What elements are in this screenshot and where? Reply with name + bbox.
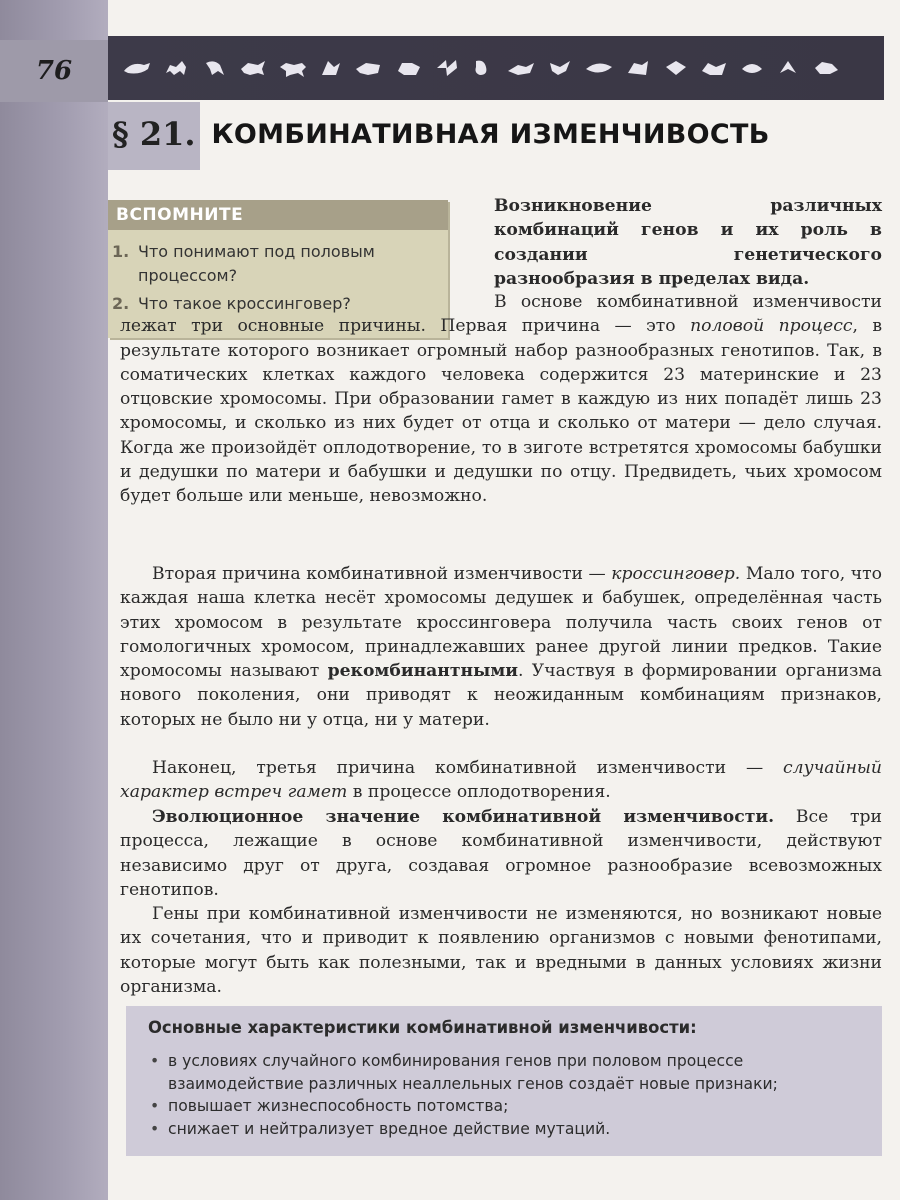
paragraph-evolution-significance bbox=[120, 805, 882, 902]
summary-box bbox=[126, 1006, 882, 1156]
para4-bold-lead: Эволюционное значение комбинативной изменчивости. bbox=[152, 807, 775, 827]
intro-italic-term: половой процесс bbox=[690, 316, 853, 337]
section-heading bbox=[112, 108, 872, 160]
para3-text-2: в процессе оплодотворения. bbox=[352, 782, 611, 803]
intro-text-1: В основе комбинативной изменчивости лежат три основные причины. Первая причина — это bbox=[120, 292, 882, 337]
para2-bold-term: рекомбинантными bbox=[327, 661, 518, 682]
summary-item: • в условиях случайного комбинирования генов при половом процессе взаимодействие различных неаллельных генов создаёт новые признаки; bbox=[148, 1050, 868, 1095]
recall-item-text: Что понимают под половым процессом? bbox=[138, 242, 375, 285]
page-number: 76 bbox=[0, 40, 108, 102]
recall-item bbox=[112, 240, 442, 288]
recall-item-number: 1. bbox=[112, 242, 130, 261]
para3-text-1: Наконец, третья причина комбинативной изменчивости — bbox=[152, 758, 764, 778]
para4-text-1: Все три процесса, лежащие в основе комбинативной изменчивости, действуют независимо друг от друга, создавая огромное разнообразие всевозможных генотипов. bbox=[120, 807, 882, 900]
para2-text-3: . Участвуя в формировании организма нового поколения, они приводят к неожиданным комбинациям признаков, которых не было ни у отца, ни у матери. bbox=[120, 661, 882, 730]
intro-paragraph bbox=[494, 194, 882, 291]
para2-italic-term: кроссинговер. bbox=[611, 564, 741, 584]
recall-item-number: 2. bbox=[112, 294, 130, 313]
para2-text-2: Мало того, что каждая наша клетка несёт хромосомы дедушек и бабушек, определённая часть этих хромосом в результате кроссинговера получила часть своих генов от гомологичных хромосом, принадлежавших ранее другой линии предков. Такие хромосомы называют bbox=[120, 564, 882, 682]
paragraph-gamete-meeting bbox=[120, 756, 882, 805]
summary-list bbox=[148, 1050, 868, 1140]
intro-text-2: , в результате которого возникает огромный набор разнообразных генотипов. Так, в соматических клетках каждого человека содержится 23 материнские и 23 отцовские хромосомы. При образовании гамет в каждую из них попадёт лишь 23 хромосомы, и сколько из них будет от отца и сколько от матери — дело случая. Когда же произойдёт оплодотворение, то в зиготе встретятся хромосомы бабушки и дедушки по матери и бабушки и дедушки по отцу. Предвидеть, чьих хромосом будет больше или меньше, невозможно. bbox=[120, 316, 883, 507]
section-title: КОМБИНАТИВНАЯ ИЗМЕНЧИВОСТЬ bbox=[211, 118, 770, 150]
intro-lead: Возникновение различных комбинаций генов и их роль в создании генетического разнообразия в пределах вида. bbox=[494, 196, 882, 289]
header-band bbox=[108, 36, 884, 100]
summary-item: • повышает жизнеспособность потомства; bbox=[148, 1095, 868, 1118]
section-number: § 21. bbox=[112, 115, 196, 153]
recall-header: ВСПОМНИТЕ bbox=[108, 200, 448, 230]
summary-header: Основные характеристики комбинативной изменчивости: bbox=[148, 1018, 697, 1037]
para5-text-1: Гены при комбинативной изменчивости не изменяются, но возникают новые их сочетания, что и приводит к появлению организмов с новыми фенотипами, которые могут быть как полезными, так и вредными в данных условиях жизни организма. bbox=[120, 904, 882, 997]
intro-paragraph-body bbox=[120, 290, 882, 509]
recall-item-text: Что такое кроссинговер? bbox=[138, 294, 351, 313]
paragraph-new-combinations bbox=[120, 902, 882, 999]
para2-text-1: Вторая причина комбинативной изменчивости — bbox=[152, 564, 606, 584]
paragraph-crossing-over bbox=[120, 562, 882, 732]
summary-item: • снижает и нейтрализует вредное действие мутаций. bbox=[148, 1118, 868, 1141]
side-bar bbox=[0, 0, 108, 1200]
animal-silhouette-strip-icon bbox=[122, 57, 840, 79]
para3-italic-term: случайный характер встреч гамет bbox=[120, 758, 882, 803]
